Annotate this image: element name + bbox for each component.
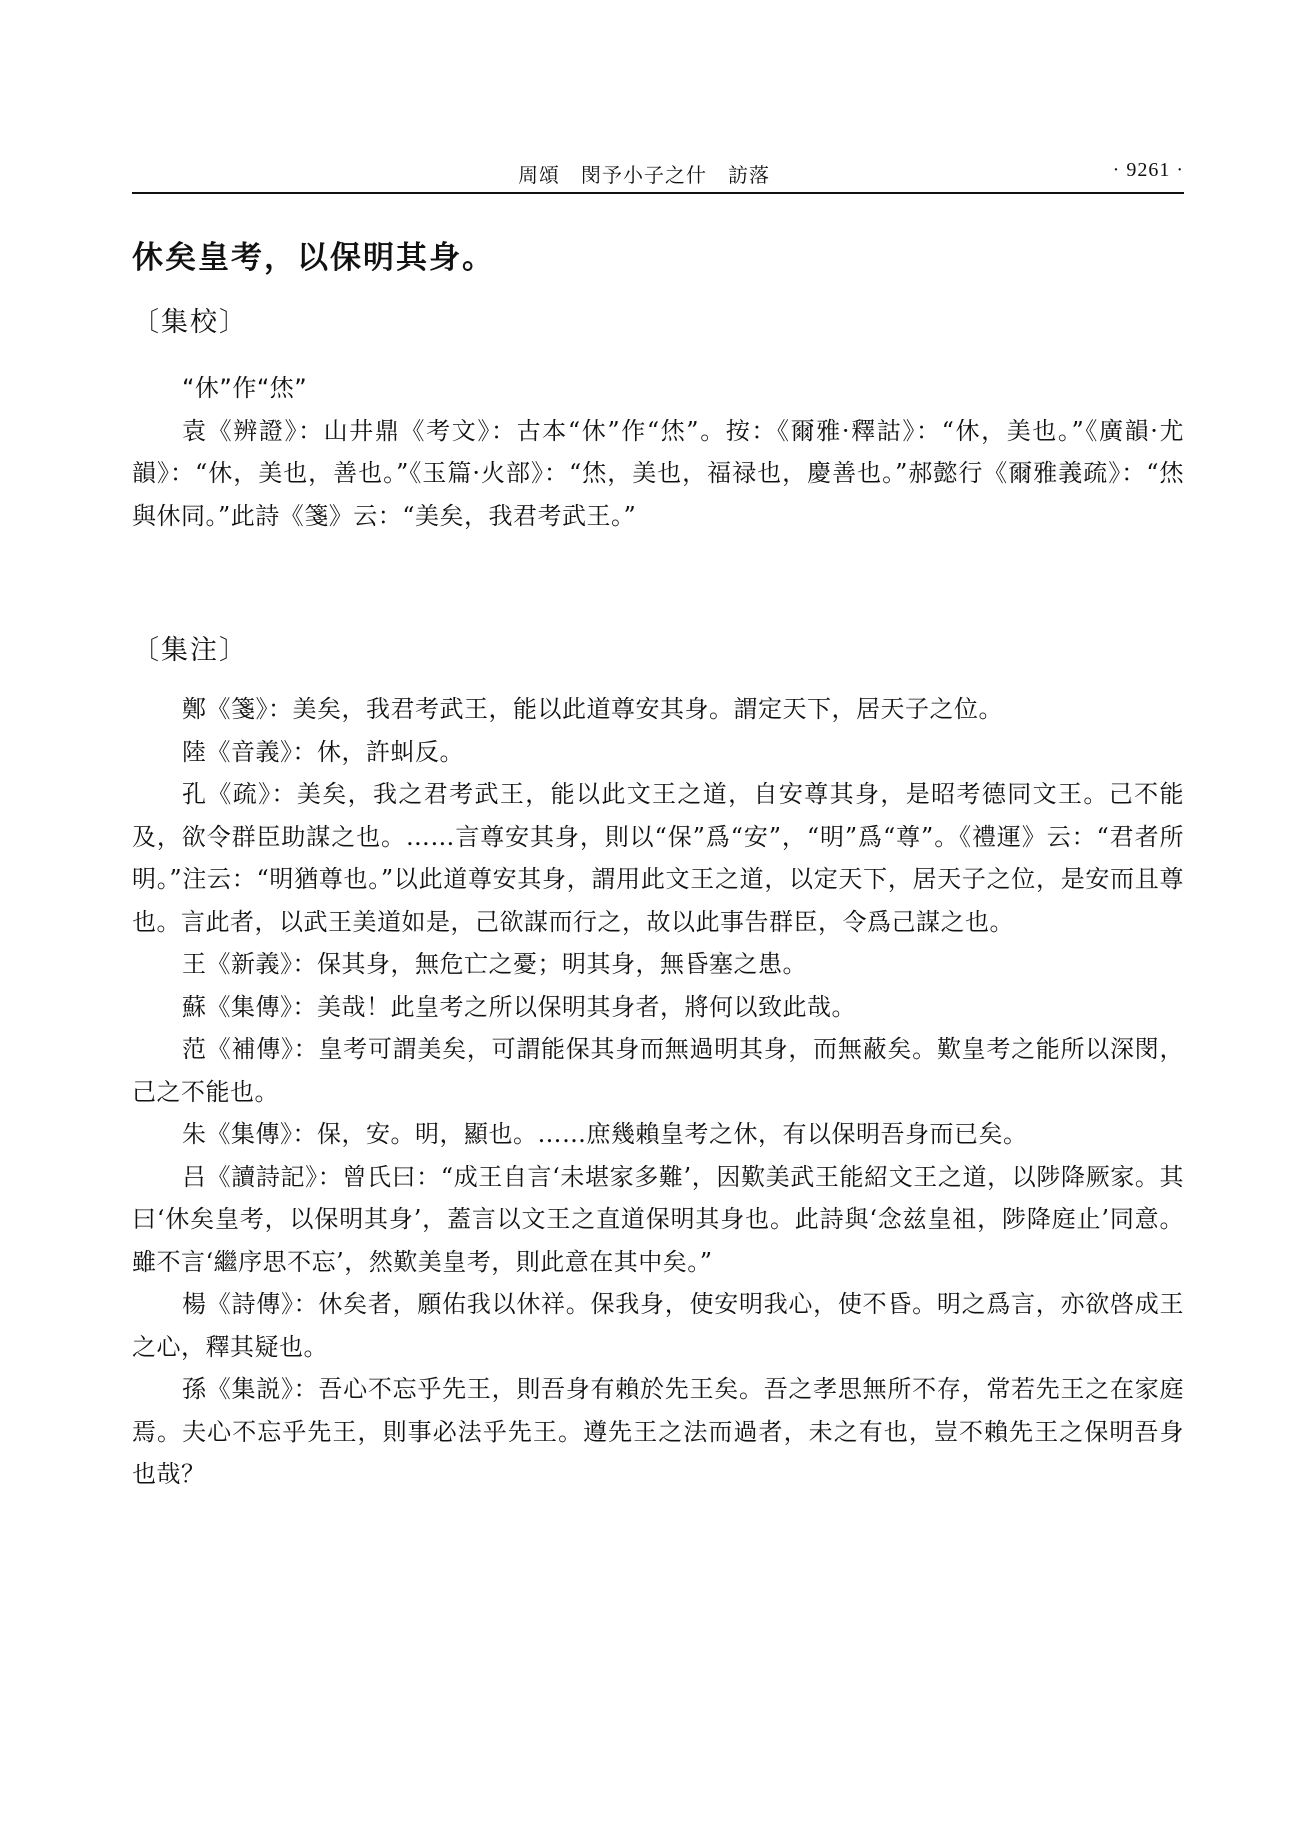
jizhu-paragraph: 吕《讀詩記》：曾氏曰：“成王自言‘未堪家多難’，因歎美武王能紹文王之道，以陟降厥家。其曰‘休矣皇考，以保明其身’，蓋言以文王之直道保明其身也。此詩與‘念兹皇祖，陟降庭止’同意。雖不言‘繼序思不忘’，然歎美皇考，則此意在其中矣。” [132, 1162, 1184, 1276]
section-heading-jijiao: 〔集校〕 [132, 307, 248, 338]
jizhu-section [132, 688, 1184, 1496]
jizhu-paragraph: 鄭《箋》：美矣，我君考武王，能以此道尊安其身。謂定天下，居天子之位。 [182, 695, 1003, 723]
verse-line: 休矣皇考，以保明其身。 [132, 240, 495, 276]
header-rule [132, 192, 1184, 194]
page-number: · 9261 · [1112, 159, 1184, 181]
jizhu-paragraph: 朱《集傳》：保，安。明，顯也。……庶幾賴皇考之休，有以保明吾身而已矣。 [182, 1120, 1028, 1148]
jijiao-paragraph: 袁《辨證》：山井鼎《考文》：古本“休”作“烋”。按：《爾雅·釋詁》：“休，美也。”《廣韻·尤韻》：“休，美也，善也。”《玉篇·火部》：“烋，美也，福禄也，慶善也。”郝懿行《爾雅義疏》：“烋與休同。”此詩《箋》云：“美矣，我君考武王。” [132, 416, 1184, 530]
jijiao-subheading: “休”作“烋” [182, 374, 308, 402]
jizhu-paragraph: 孔《疏》：美矣，我之君考武王，能以此文王之道，自安尊其身，是昭考德同文王。己不能及，欲令群臣助謀之也。……言尊安其身，則以“保”爲“安”，“明”爲“尊”。《禮運》云：“君者所明。”注云：“明猶尊也。”以此道尊安其身，謂用此文王之道，以定天下，居天子之位，是安而且尊也。言此者，以武王美道如是，己欲謀而行之，故以此事告群臣，令爲己謀之也。 [132, 780, 1184, 936]
jijiao-section [132, 367, 1184, 537]
jizhu-paragraph: 蘇《集傳》：美哉！此皇考之所以保明其身者，將何以致此哉。 [182, 992, 856, 1021]
section-heading-jizhu: 〔集注〕 [132, 635, 248, 666]
jizhu-paragraph: 范《補傳》：皇考可謂美矣，可謂能保其身而無過明其身，而無蔽矣。歎皇考之能所以深閔，己之不能也。 [132, 1035, 1184, 1106]
jizhu-paragraph: 陸《音義》：休，許虯反。 [182, 737, 464, 766]
jizhu-paragraph: 王《新義》：保其身，無危亡之憂；明其身，無昏塞之患。 [182, 950, 807, 978]
jizhu-paragraph: 孫《集説》：吾心不忘乎先王，則吾身有賴於先王矣。吾之孝思無所不存，常若先王之在家庭焉。夫心不忘乎先王，則事必法乎先王。遵先王之法而過者，未之有也，豈不賴先王之保明吾身也哉？ [132, 1375, 1184, 1488]
jizhu-paragraph: 楊《詩傳》：休矣者，願佑我以休祥。保我身，使安明我心，使不昏。明之爲言，亦欲啓成王之心，釋其疑也。 [132, 1290, 1184, 1361]
running-header [132, 155, 1184, 189]
header-title: 周頌 閔予小子之什 訪落 [518, 163, 770, 187]
